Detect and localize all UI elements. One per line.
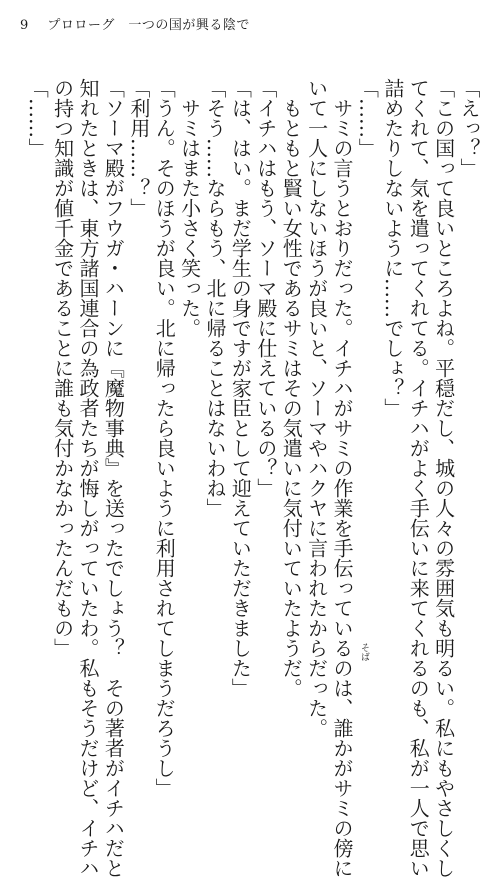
text-column: 「利用……？」 (126, 78, 151, 218)
text-column: 「……」 (355, 78, 380, 158)
text-column: サミの言うとおりだった。イチハがサミの作業を手伝っているのは、誰かがサミの傍に (330, 78, 354, 878)
text-column: サミはまた小さく笑った。 (177, 78, 202, 338)
text-column: てくれて、気を遣ってくれてる。イチハがよく手伝いに来てくれるのも、私が一人で思い (406, 78, 431, 878)
text-column: 「……」 (25, 78, 50, 158)
ruby-annotation: そば (359, 643, 369, 661)
chapter-title: プロローグ 一つの国が興る陰で (47, 18, 250, 33)
text-column: 「うん。そのほうが良い。北に帰ったら良いように利用されてしまうだろうし」 (152, 78, 177, 798)
text-column: いて一人にしないほうが良いと、ソーマやハクヤに言われたからだった。 (304, 78, 329, 738)
text-column: 「えっ？」 (457, 78, 481, 178)
text-column: 「そう……ならもう、北に帰ることはないわね」 (203, 78, 227, 518)
text-column: 「イチハはもう、ソーマ殿に仕えているの？」 (253, 78, 278, 498)
text-column: 詰めたりしないように……でしょ？」 (380, 78, 405, 418)
running-header (20, 14, 250, 33)
text-column: 「この国って良いところよね。平穏だし、城の人々の雰囲気も明るい。私にもやさしくし (431, 78, 456, 878)
text-column: の持つ知識が値千金であることに誰も気付かなかったんだもの」 (50, 78, 75, 658)
text-column: もともと賢い女性であるサミはその気遣いに気付いていたようだ。 (279, 78, 304, 698)
text-column: 知れたときは、東方諸国連合の為政者たちが悔しがっていたわ。私もそうだけど、イチハ (76, 78, 100, 878)
page-number: 9 (20, 18, 29, 33)
text-column: 「ソーマ殿がフウガ・ハーンに『魔物事典』を送ったでしょう？ その著者がイチハだと (101, 78, 126, 878)
text-column: 「は、はい。まだ学生の身ですが家臣として迎えていただきました」 (228, 78, 253, 698)
vertical-body-text (17, 78, 481, 878)
